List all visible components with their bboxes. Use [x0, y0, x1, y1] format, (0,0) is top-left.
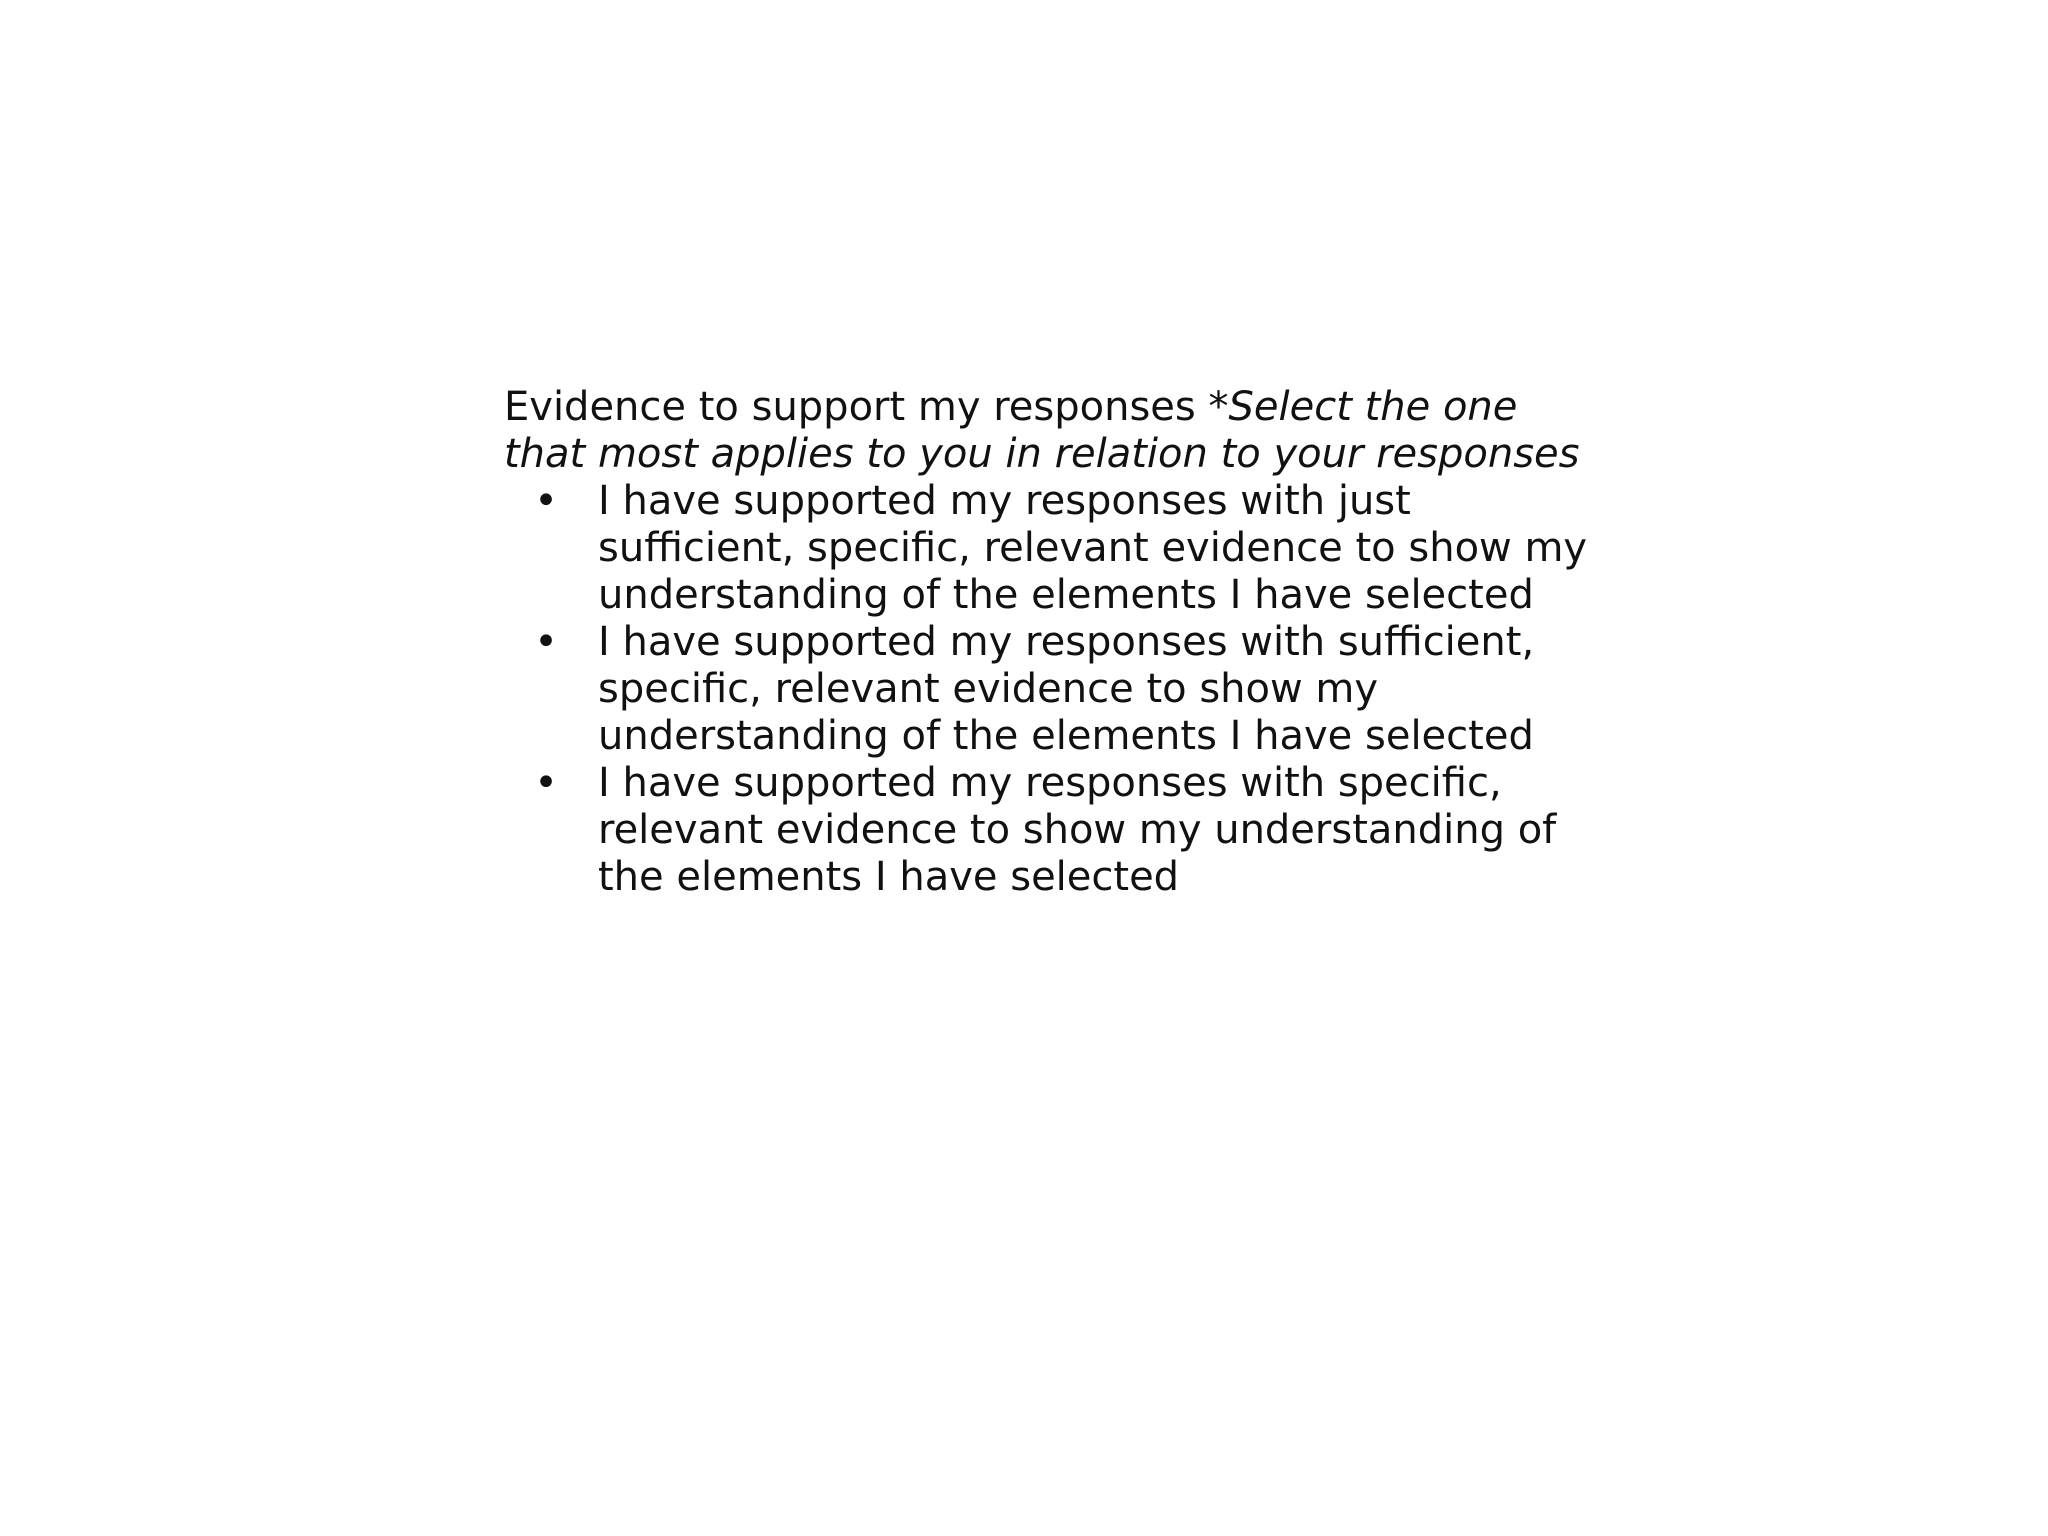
bullet-icon: • — [534, 478, 558, 524]
option-text: I have supported my responses with specific, relevant evidence to show my understanding of the elements I have selected — [598, 760, 1557, 900]
option-text: I have supported my responses with sufficient, specific, relevant evidence to show my understanding of the elements I have selected — [598, 619, 1535, 759]
heading-text: Evidence to support my responses * — [504, 384, 1229, 430]
list-item — [504, 478, 1608, 619]
list-item — [504, 619, 1608, 760]
bullet-icon: • — [534, 619, 558, 665]
section-heading — [504, 384, 1584, 478]
option-text: I have supported my responses with just sufficient, specific, relevant evidence to show my understanding of the elements I have selected — [598, 478, 1588, 618]
list-item — [504, 760, 1608, 901]
evidence-options-list — [504, 478, 1604, 901]
bullet-icon: • — [534, 760, 558, 806]
document-page — [504, 384, 1604, 901]
heading-instruction: Select the one that most applies to you in relation to your responses — [504, 384, 1580, 477]
